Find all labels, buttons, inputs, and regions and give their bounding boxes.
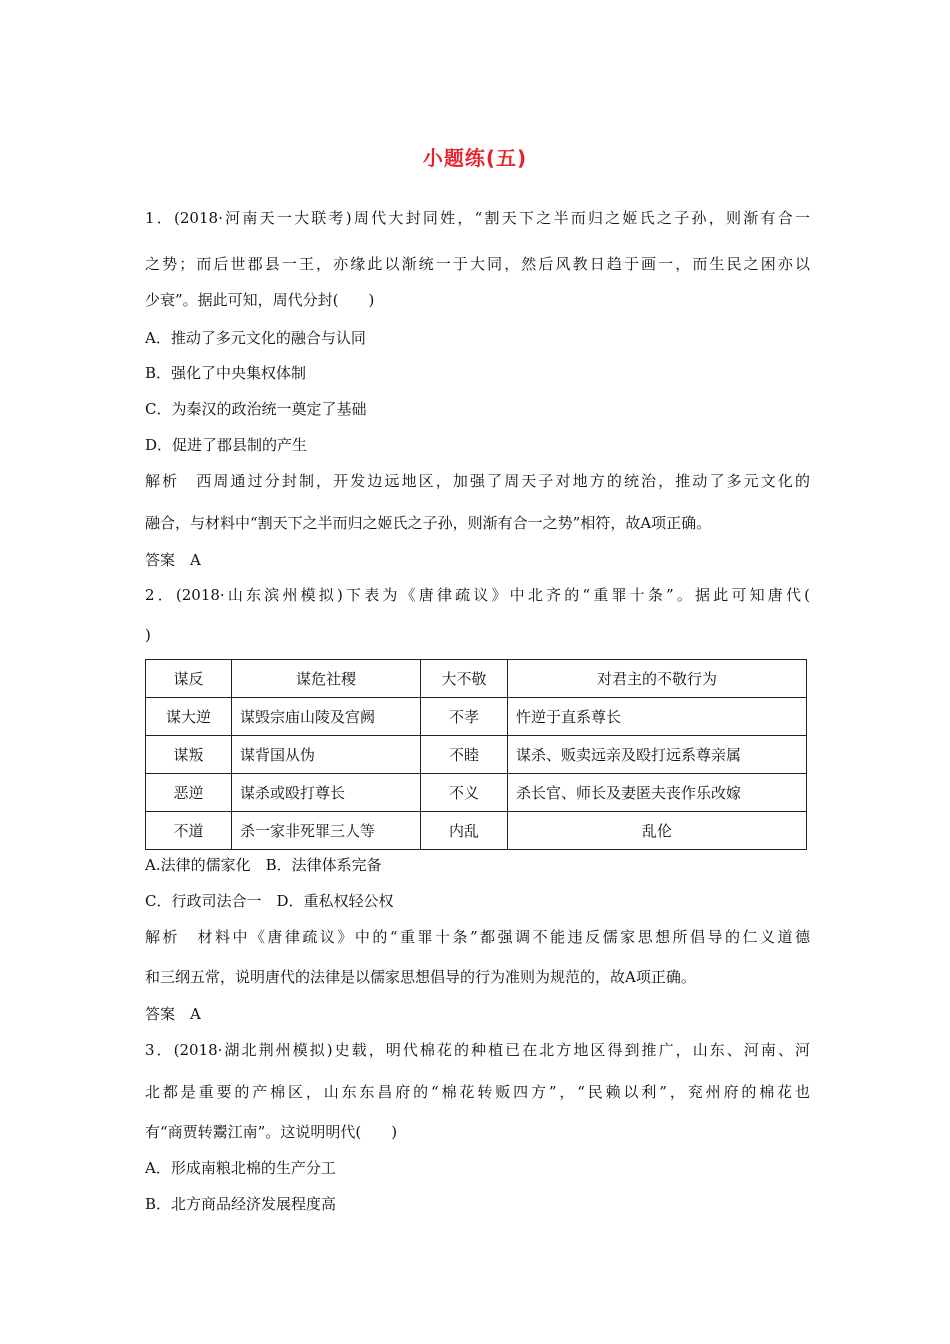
table-cell: 大不敬	[421, 660, 508, 698]
table-cell: 对君主的不敬行为	[508, 660, 807, 698]
table-cell: 乱伦	[508, 812, 807, 850]
table-cell: 杀长官、师长及妻匿夫丧作乐改嫁	[508, 774, 807, 812]
table-cell: 忤逆于直系尊长	[508, 698, 807, 736]
table-cell: 谋毁宗庙山陵及宫阙	[232, 698, 421, 736]
table-cell: 恶逆	[146, 774, 232, 812]
q3-stem-line-2: 北都是重要的产棉区，山东东昌府的“棉花转贩四方”，“民赖以利”，兖州府的棉花也	[145, 1083, 810, 1101]
q3-stem-line-3: 有“商贾转鬻江南”。这说明明代( )	[145, 1123, 398, 1141]
table-cell: 不义	[421, 774, 508, 812]
q1-analysis-line-1: 解析 西周通过分封制，开发边远地区，加强了周天子对地方的统治，推动了多元文化的	[145, 472, 810, 490]
q1-stem-line-3: 少衰”。据此可知，周代分封( )	[145, 291, 375, 309]
q1-option-d: D．促进了郡县制的产生	[145, 436, 308, 454]
table-cell: 谋背国从伪	[232, 736, 421, 774]
table-row	[146, 774, 807, 812]
q2-stem-line-2: )	[145, 626, 151, 644]
ten-felonies-table	[145, 659, 807, 850]
table-row	[146, 812, 807, 850]
q1-stem-line-2: 之势；而后世郡县一王，亦缘此以渐统一于大同，然后风教日趋于画一，而生民之困亦以	[145, 255, 810, 273]
table-row	[146, 660, 807, 698]
q2-options-line-2: C．行政司法合一 D．重私权轻公权	[145, 892, 394, 910]
table-cell: 谋杀、贩卖远亲及殴打远系尊亲属	[508, 736, 807, 774]
table-cell: 不孝	[421, 698, 508, 736]
table-cell: 杀一家非死罪三人等	[232, 812, 421, 850]
table-cell: 不睦	[421, 736, 508, 774]
q3-stem-line-1: 3．(2018·湖北荆州模拟)史载，明代棉花的种植已在北方地区得到推广，山东、河南、河	[145, 1041, 810, 1059]
q1-answer: 答案 A	[145, 551, 201, 569]
q1-option-a: A．推动了多元文化的融合与认同	[145, 329, 366, 347]
table-cell: 谋大逆	[146, 698, 232, 736]
q2-answer: 答案 A	[145, 1005, 201, 1023]
table-cell: 谋危社稷	[232, 660, 421, 698]
q1-analysis-line-2: 融合，与材料中“割天下之半而归之姬氏之子孙，则渐有合一之势”相符，故A项正确。	[145, 514, 712, 532]
table-cell: 不道	[146, 812, 232, 850]
q1-option-c: C．为秦汉的政治统一奠定了基础	[145, 400, 367, 418]
table-row	[146, 698, 807, 736]
q3-option-b: B．北方商品经济发展程度高	[145, 1195, 337, 1213]
q2-options-line-1: A.法律的儒家化 B．法律体系完备	[145, 856, 382, 874]
q2-stem-line-1: 2．(2018·山东滨州模拟)下表为《唐律疏议》中北齐的“重罪十条”。据此可知唐代(	[145, 586, 810, 604]
q1-stem-line-1: 1．(2018·河南天一大联考)周代大封同姓，“割天下之半而归之姬氏之子孙，则渐有合一	[145, 209, 810, 227]
page-title: 小题练(五)	[422, 146, 528, 170]
table-row	[146, 736, 807, 774]
q1-option-b: B．强化了中央集权体制	[145, 364, 307, 382]
table-cell: 谋叛	[146, 736, 232, 774]
q2-analysis-line-1: 解析 材料中《唐律疏议》中的“重罪十条”都强调不能违反儒家思想所倡导的仁义道德	[145, 928, 810, 946]
q2-analysis-line-2: 和三纲五常，说明唐代的法律是以儒家思想倡导的行为准则为规范的，故A项正确。	[145, 968, 696, 986]
table-cell: 谋反	[146, 660, 232, 698]
q3-option-a: A．形成南粮北棉的生产分工	[145, 1159, 336, 1177]
table-cell: 谋杀或殴打尊长	[232, 774, 421, 812]
table-cell: 内乱	[421, 812, 508, 850]
